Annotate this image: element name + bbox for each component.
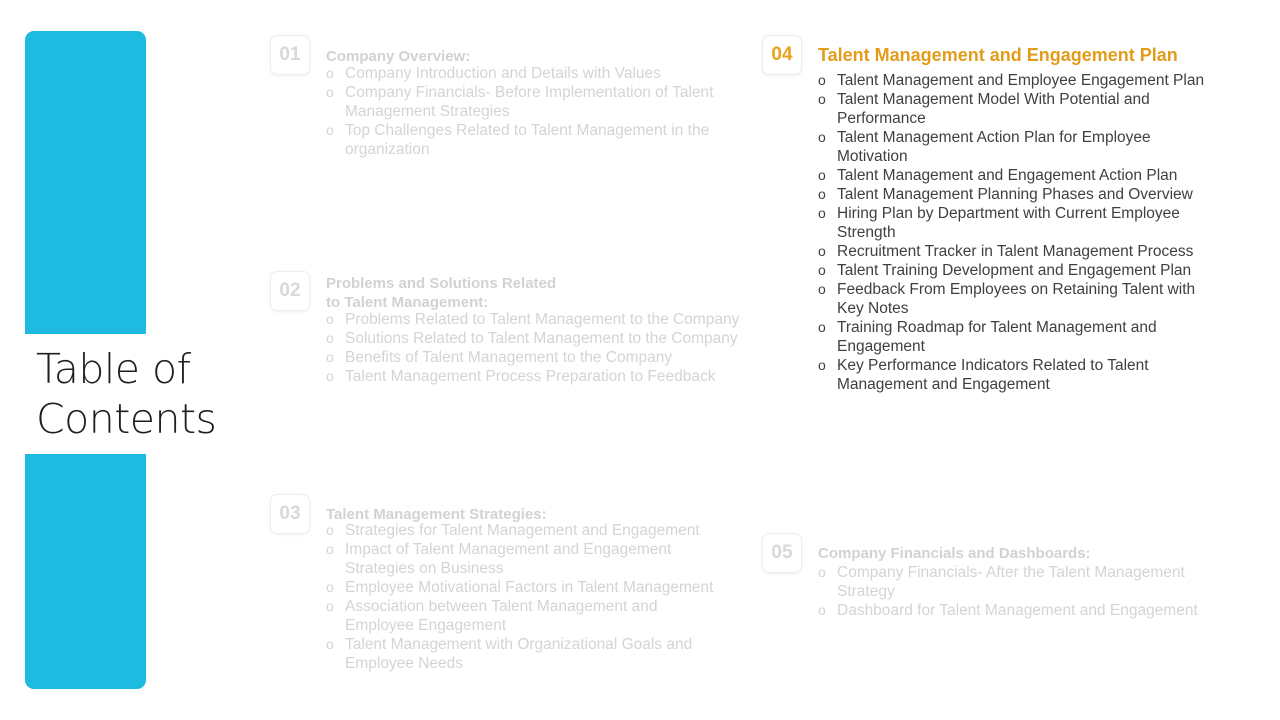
list-item: o Talent Training Development and Engagement Plan xyxy=(818,261,1223,280)
section-title: Company Financials and Dashboards: xyxy=(818,545,1091,562)
section-number: 05 xyxy=(762,533,802,573)
section-number: 04 xyxy=(762,35,802,75)
section-number: 02 xyxy=(270,271,310,311)
list-item: o Talent Management Action Plan for Employee Motivation xyxy=(818,128,1223,166)
list-item: o Talent Management Process Preparation to Feedback xyxy=(326,367,756,386)
section-items xyxy=(818,71,1223,394)
list-item: o Company Introduction and Details with Values xyxy=(326,64,736,83)
list-item: o Solutions Related to Talent Management to the Company xyxy=(326,329,756,348)
list-item: o Hiring Plan by Department with Current Employee Strength xyxy=(818,204,1223,242)
list-item: o Talent Management and Employee Engagement Plan xyxy=(818,71,1223,90)
list-item: o Association between Talent Management and Employee Engagement xyxy=(326,597,726,635)
section-title: Company Overview: xyxy=(326,48,471,65)
list-item: o Talent Management with Organizational Goals and Employee Needs xyxy=(326,635,726,673)
section-number: 03 xyxy=(270,494,310,534)
list-item: o Problems Related to Talent Management to the Company xyxy=(326,310,756,329)
list-item: o Company Financials- Before Implementation of Talent Management Strategies xyxy=(326,83,736,121)
list-item: o Training Roadmap for Talent Management and Engagement xyxy=(818,318,1223,356)
list-item: o Employee Motivational Factors in Talent Management xyxy=(326,578,726,597)
section-items xyxy=(326,521,726,673)
section-number: 01 xyxy=(270,35,310,75)
page-title: Table of Contents xyxy=(36,345,217,443)
section-title: Talent Management Strategies: xyxy=(326,506,547,523)
list-item: o Benefits of Talent Management to the Company xyxy=(326,348,756,367)
title-box xyxy=(25,334,225,454)
list-item: o Strategies for Talent Management and Engagement xyxy=(326,521,726,540)
list-item: o Key Performance Indicators Related to Talent Management and Engagement xyxy=(818,356,1223,394)
section-items xyxy=(326,64,736,159)
list-item: o Feedback From Employees on Retaining Talent with Key Notes xyxy=(818,280,1223,318)
section-title: Problems and Solutions Related to Talent Management: xyxy=(326,275,557,311)
section-items xyxy=(818,563,1218,620)
list-item: o Talent Management and Engagement Action Plan xyxy=(818,166,1223,185)
list-item: o Talent Management Planning Phases and Overview xyxy=(818,185,1223,204)
list-item: o Top Challenges Related to Talent Management in the organization xyxy=(326,121,736,159)
list-item: o Dashboard for Talent Management and Engagement xyxy=(818,601,1218,620)
list-item: o Company Financials- After the Talent Management Strategy xyxy=(818,563,1218,601)
list-item: o Impact of Talent Management and Engagement Strategies on Business xyxy=(326,540,726,578)
list-item: o Recruitment Tracker in Talent Management Process xyxy=(818,242,1223,261)
section-title: Talent Management and Engagement Plan xyxy=(818,45,1178,65)
section-items xyxy=(326,310,756,386)
list-item: o Talent Management Model With Potential and Performance xyxy=(818,90,1223,128)
